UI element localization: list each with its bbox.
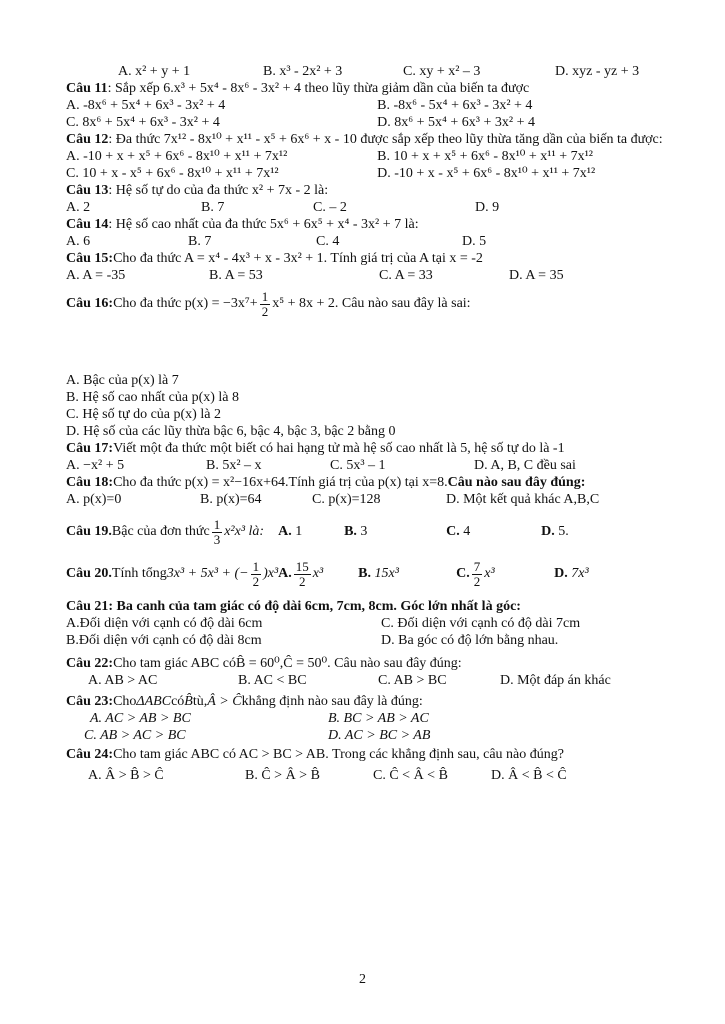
q11-row2 <box>66 115 696 132</box>
q20-a-tail: x³ <box>312 565 324 581</box>
q19-post: x²x³ là: <box>224 523 265 539</box>
q12-stem <box>66 132 696 149</box>
q13-stem <box>66 183 696 200</box>
q19-frac-num: 1 <box>213 516 221 532</box>
q22-label: Câu 22: <box>66 656 114 671</box>
q18-text: Cho đa thức p(x) = x²−16x+64.Tính giá trị của p(x) tại x=8. <box>113 475 448 490</box>
q12-a: A. -10 + x + x⁵ + 6x⁶ - 8x¹⁰ + x¹¹ + 7x¹² <box>66 149 288 164</box>
q23-b-hat: B̂ <box>184 694 193 709</box>
q10-d: D. xyz - yz + 3 <box>555 64 640 79</box>
q20-frac-den: 2 <box>252 573 260 589</box>
q20-c-tail: x³ <box>484 565 495 581</box>
q22-a: A. AB > AC <box>88 673 158 688</box>
q20-a-num: 15 <box>295 558 309 574</box>
q17-options <box>66 458 696 475</box>
q10-b: B. x³ - 2x² + 3 <box>263 64 343 79</box>
q23-d: D. AC > BC > AB <box>328 728 431 743</box>
spacer <box>66 323 696 373</box>
q14-label: Câu 14 <box>66 217 109 232</box>
q19-a-val: 1 <box>291 523 303 539</box>
q13-d: D. 9 <box>475 200 500 215</box>
q17-a: A. −x² + 5 <box>66 458 125 473</box>
q23-pre: Cho <box>113 694 137 709</box>
q18-d: D. Một kết quả khác A,B,C <box>446 492 600 507</box>
q20-pre: Tính tổng <box>111 565 167 581</box>
q19-row <box>66 513 696 551</box>
q23-row1 <box>66 711 696 728</box>
q19-frac-den: 3 <box>213 531 221 547</box>
q15-label: Câu 15: <box>66 251 114 266</box>
q15-stem <box>66 251 696 268</box>
q24-a: A. Â > B̂ > Ĉ <box>88 768 164 783</box>
q13-a: A. 2 <box>66 200 91 215</box>
q21-c: C. Đối diện với cạnh có độ dài 7cm <box>381 616 581 631</box>
q19-a <box>264 524 344 541</box>
q19-a-label: A. <box>278 523 292 539</box>
q10-c: C. xy + x² – 3 <box>403 64 481 79</box>
q12-label: Câu 12 <box>66 132 109 147</box>
q16-frac-num: 1 <box>261 288 269 304</box>
q22-d: D. Một đáp án khác <box>500 673 611 688</box>
q11-b: B. -8x⁶ - 5x⁴ + 6x³ - 3x² + 4 <box>377 98 533 113</box>
q12-row1 <box>66 149 696 166</box>
q22-post: . Câu nào sau đây đúng: <box>327 656 462 671</box>
q20-b <box>358 566 456 583</box>
q19-c-label: C. <box>446 523 460 539</box>
q19-b <box>344 524 446 541</box>
q14-text: : Hệ số cao nhất của đa thức 5x⁶ + 6x⁵ + x⁴ - 3x² + 7 là: <box>108 217 419 232</box>
q11-d: D. 8x⁶ + 5x⁴ + 6x³ + 3x² + 4 <box>377 115 535 130</box>
q20-c-label: C. <box>456 565 470 581</box>
q17-stem <box>66 441 696 458</box>
q16-fraction <box>260 290 271 318</box>
q18-a: A. p(x)=0 <box>66 492 122 507</box>
q19-label: Câu 19. <box>66 523 112 539</box>
q11-a: A. -8x⁶ + 5x⁴ + 6x³ - 3x² + 4 <box>66 98 226 113</box>
q22-pre: Cho tam giác ABC có <box>113 656 236 671</box>
q23-mid2: tù, <box>192 694 208 709</box>
q19-d <box>541 524 569 541</box>
q15-text: Cho đa thức A = x⁴ - 4x³ + x - 3x² + 1. Tính giá trị của A tại x = -2 <box>113 251 483 266</box>
q21-a: A.Đối diện với cạnh có độ dài 6cm <box>66 616 263 631</box>
q23-c: C. AB > AC > BC <box>84 728 186 743</box>
q18-bold-tail: Câu nào sau đây đúng: <box>447 475 586 490</box>
q15-options <box>66 268 696 285</box>
q21-d: D. Ba góc có độ lớn bằng nhau. <box>381 633 559 648</box>
worksheet-page <box>66 64 696 785</box>
q17-text: Viết một đa thức một biết có hai hạng tử mà hệ số cao nhất là 5, hệ số tự do là -1 <box>113 441 565 456</box>
q10-a: A. x² + y + 1 <box>118 64 191 79</box>
q10-options <box>66 64 696 81</box>
q20-d-val: 7x³ <box>571 565 589 581</box>
q18-b: B. p(x)=64 <box>200 492 262 507</box>
q16-b: B. Hệ số cao nhất của p(x) là 8 <box>66 390 239 405</box>
q23-a: A. AC > AB > BC <box>90 711 191 726</box>
q20-b-label: B. <box>358 565 371 581</box>
q23-cond: Â > Ĉ <box>207 694 242 709</box>
q23-post: khẳng định nào sau đây là đúng: <box>241 694 423 709</box>
q19-fraction <box>212 518 223 546</box>
q21-row2 <box>66 633 696 650</box>
q22-cond: B̂ = 60⁰,Ĉ = 50⁰ <box>235 656 328 671</box>
q14-a: A. 6 <box>66 234 91 249</box>
q21-b: B.Đối diện với cạnh có độ dài 8cm <box>66 633 262 648</box>
q11-text: : Sắp xếp 6.x³ + 5x⁴ - 8x⁶ - 3x² + 4 theo lũy thừa giảm dần của biến ta được <box>107 81 530 96</box>
q24-text: Cho tam giác ABC có AC > BC > AB. Trong các khẳng định sau, câu nào đúng? <box>113 747 564 762</box>
q23-mid: có <box>171 694 185 709</box>
q14-b: B. 7 <box>188 234 212 249</box>
q18-options <box>66 492 696 509</box>
q19-d-label: D. <box>541 523 555 539</box>
q20-a-label: A. <box>278 565 292 581</box>
q11-label: Câu 11 <box>66 81 108 96</box>
q12-row2 <box>66 166 696 183</box>
q20-c-num: 7 <box>473 558 481 574</box>
q23-label: Câu 23: <box>66 694 114 709</box>
q14-stem <box>66 217 696 234</box>
q20-b-val: 15x³ <box>374 565 399 581</box>
q23-b: B. BC > AB > AC <box>328 711 429 726</box>
q20-label: Câu 20. <box>66 565 112 581</box>
q14-c: C. 4 <box>316 234 340 249</box>
q18-stem <box>66 475 696 492</box>
q19-b-label: B. <box>344 523 357 539</box>
q20-d <box>554 566 589 583</box>
q14-d: D. 5 <box>462 234 487 249</box>
q22-c: C. AB > BC <box>378 673 447 688</box>
q12-text: : Đa thức 7x¹² - 8x¹⁰ + x¹¹ - x⁵ + 6x⁶ + x - 10 được sắp xếp theo lũy thừa tăng dần của biến ta được: <box>108 132 663 147</box>
q23-stem <box>66 694 696 711</box>
q24-b: B. Ĉ > Â > B̂ <box>245 768 320 783</box>
q24-stem <box>66 747 696 764</box>
q22-options <box>66 673 696 690</box>
q20-c-den: 2 <box>473 573 481 589</box>
q16-d: D. Hệ số của các lũy thừa bậc 6, bậc 4, bậc 3, bậc 2 bằng 0 <box>66 424 396 439</box>
q20-d-label: D. <box>554 565 568 581</box>
q23-row2 <box>66 728 696 745</box>
q12-c: C. 10 + x - x⁵ + 6x⁶ - 8x¹⁰ + x¹¹ + 7x¹² <box>66 166 279 181</box>
q18-c: C. p(x)=128 <box>312 492 381 507</box>
q13-text: : Hệ số tự do của đa thức x² + 7x - 2 là: <box>108 183 329 198</box>
q20-a <box>278 560 358 588</box>
q16-a: A. Bậc của p(x) là 7 <box>66 373 179 388</box>
q16-label: Câu 16: <box>66 295 114 311</box>
q16-c: C. Hệ số tự do của p(x) là 2 <box>66 407 221 422</box>
q16-post: x⁵ + 8x + 2. Câu nào sau đây là sai: <box>272 295 471 311</box>
q14-options <box>66 234 696 251</box>
q24-label: Câu 24: <box>66 747 114 762</box>
q21-row1 <box>66 616 696 633</box>
q17-b: B. 5x² – x <box>206 458 262 473</box>
q24-options <box>66 768 696 785</box>
q13-label: Câu 13 <box>66 183 109 198</box>
q15-c: C. A = 33 <box>379 268 433 283</box>
q11-c: C. 8x⁶ + 5x⁴ + 6x³ - 3x² + 4 <box>66 115 220 130</box>
q16-frac-den: 2 <box>261 303 269 319</box>
q20-expr1: 3x³ + 5x³ + (− <box>166 565 249 581</box>
q18-label: Câu 18: <box>66 475 114 490</box>
q19-pre: Bậc của đơn thức <box>111 523 210 539</box>
q13-options <box>66 200 696 217</box>
q13-c: C. – 2 <box>313 200 347 215</box>
q22-b: B. AC < BC <box>238 673 307 688</box>
q24-d: D. Â < B̂ < Ĉ <box>491 768 567 783</box>
q19-c-val: 4 <box>459 523 471 539</box>
q22-stem <box>66 656 696 673</box>
q20-c-fraction <box>472 560 483 588</box>
q12-d: D. -10 + x - x⁵ + 6x⁶ - 8x¹⁰ + x¹¹ + 7x¹² <box>377 166 596 181</box>
q24-c: C. Ĉ < Â < B̂ <box>373 768 448 783</box>
q20-expr2: )x³ <box>263 565 279 581</box>
q19-d-val: 5. <box>554 523 569 539</box>
q20-c <box>456 560 554 588</box>
q17-label: Câu 17: <box>66 441 114 456</box>
q20-row <box>66 555 696 593</box>
q17-d: D. A, B, C đều sai <box>474 458 576 473</box>
q15-d: D. A = 35 <box>509 268 564 283</box>
q11-row1 <box>66 98 696 115</box>
q23-triangle: ΔABC <box>136 694 172 709</box>
q11-stem <box>66 81 696 98</box>
page-number: 2 <box>359 972 366 987</box>
q15-b: B. A = 53 <box>209 268 263 283</box>
q20-fraction <box>251 560 262 588</box>
q16-stem <box>66 285 696 323</box>
q15-a: A. A = -35 <box>66 268 126 283</box>
q21-stem: Câu 21: Ba canh của tam giác có độ dài 6cm, 7cm, 8cm. Góc lớn nhất là góc: <box>66 599 521 614</box>
q20-a-fraction <box>294 560 311 588</box>
q16-pre: Cho đa thức p(x) = −3x⁷+ <box>113 295 258 311</box>
q13-b: B. 7 <box>201 200 225 215</box>
q17-c: C. 5x³ – 1 <box>330 458 386 473</box>
q12-b: B. 10 + x + x⁵ + 6x⁶ - 8x¹⁰ + x¹¹ + 7x¹² <box>377 149 593 164</box>
q20-frac-num: 1 <box>252 558 260 574</box>
q19-b-val: 3 <box>356 523 368 539</box>
q19-c <box>446 524 541 541</box>
q20-a-den: 2 <box>299 573 306 589</box>
